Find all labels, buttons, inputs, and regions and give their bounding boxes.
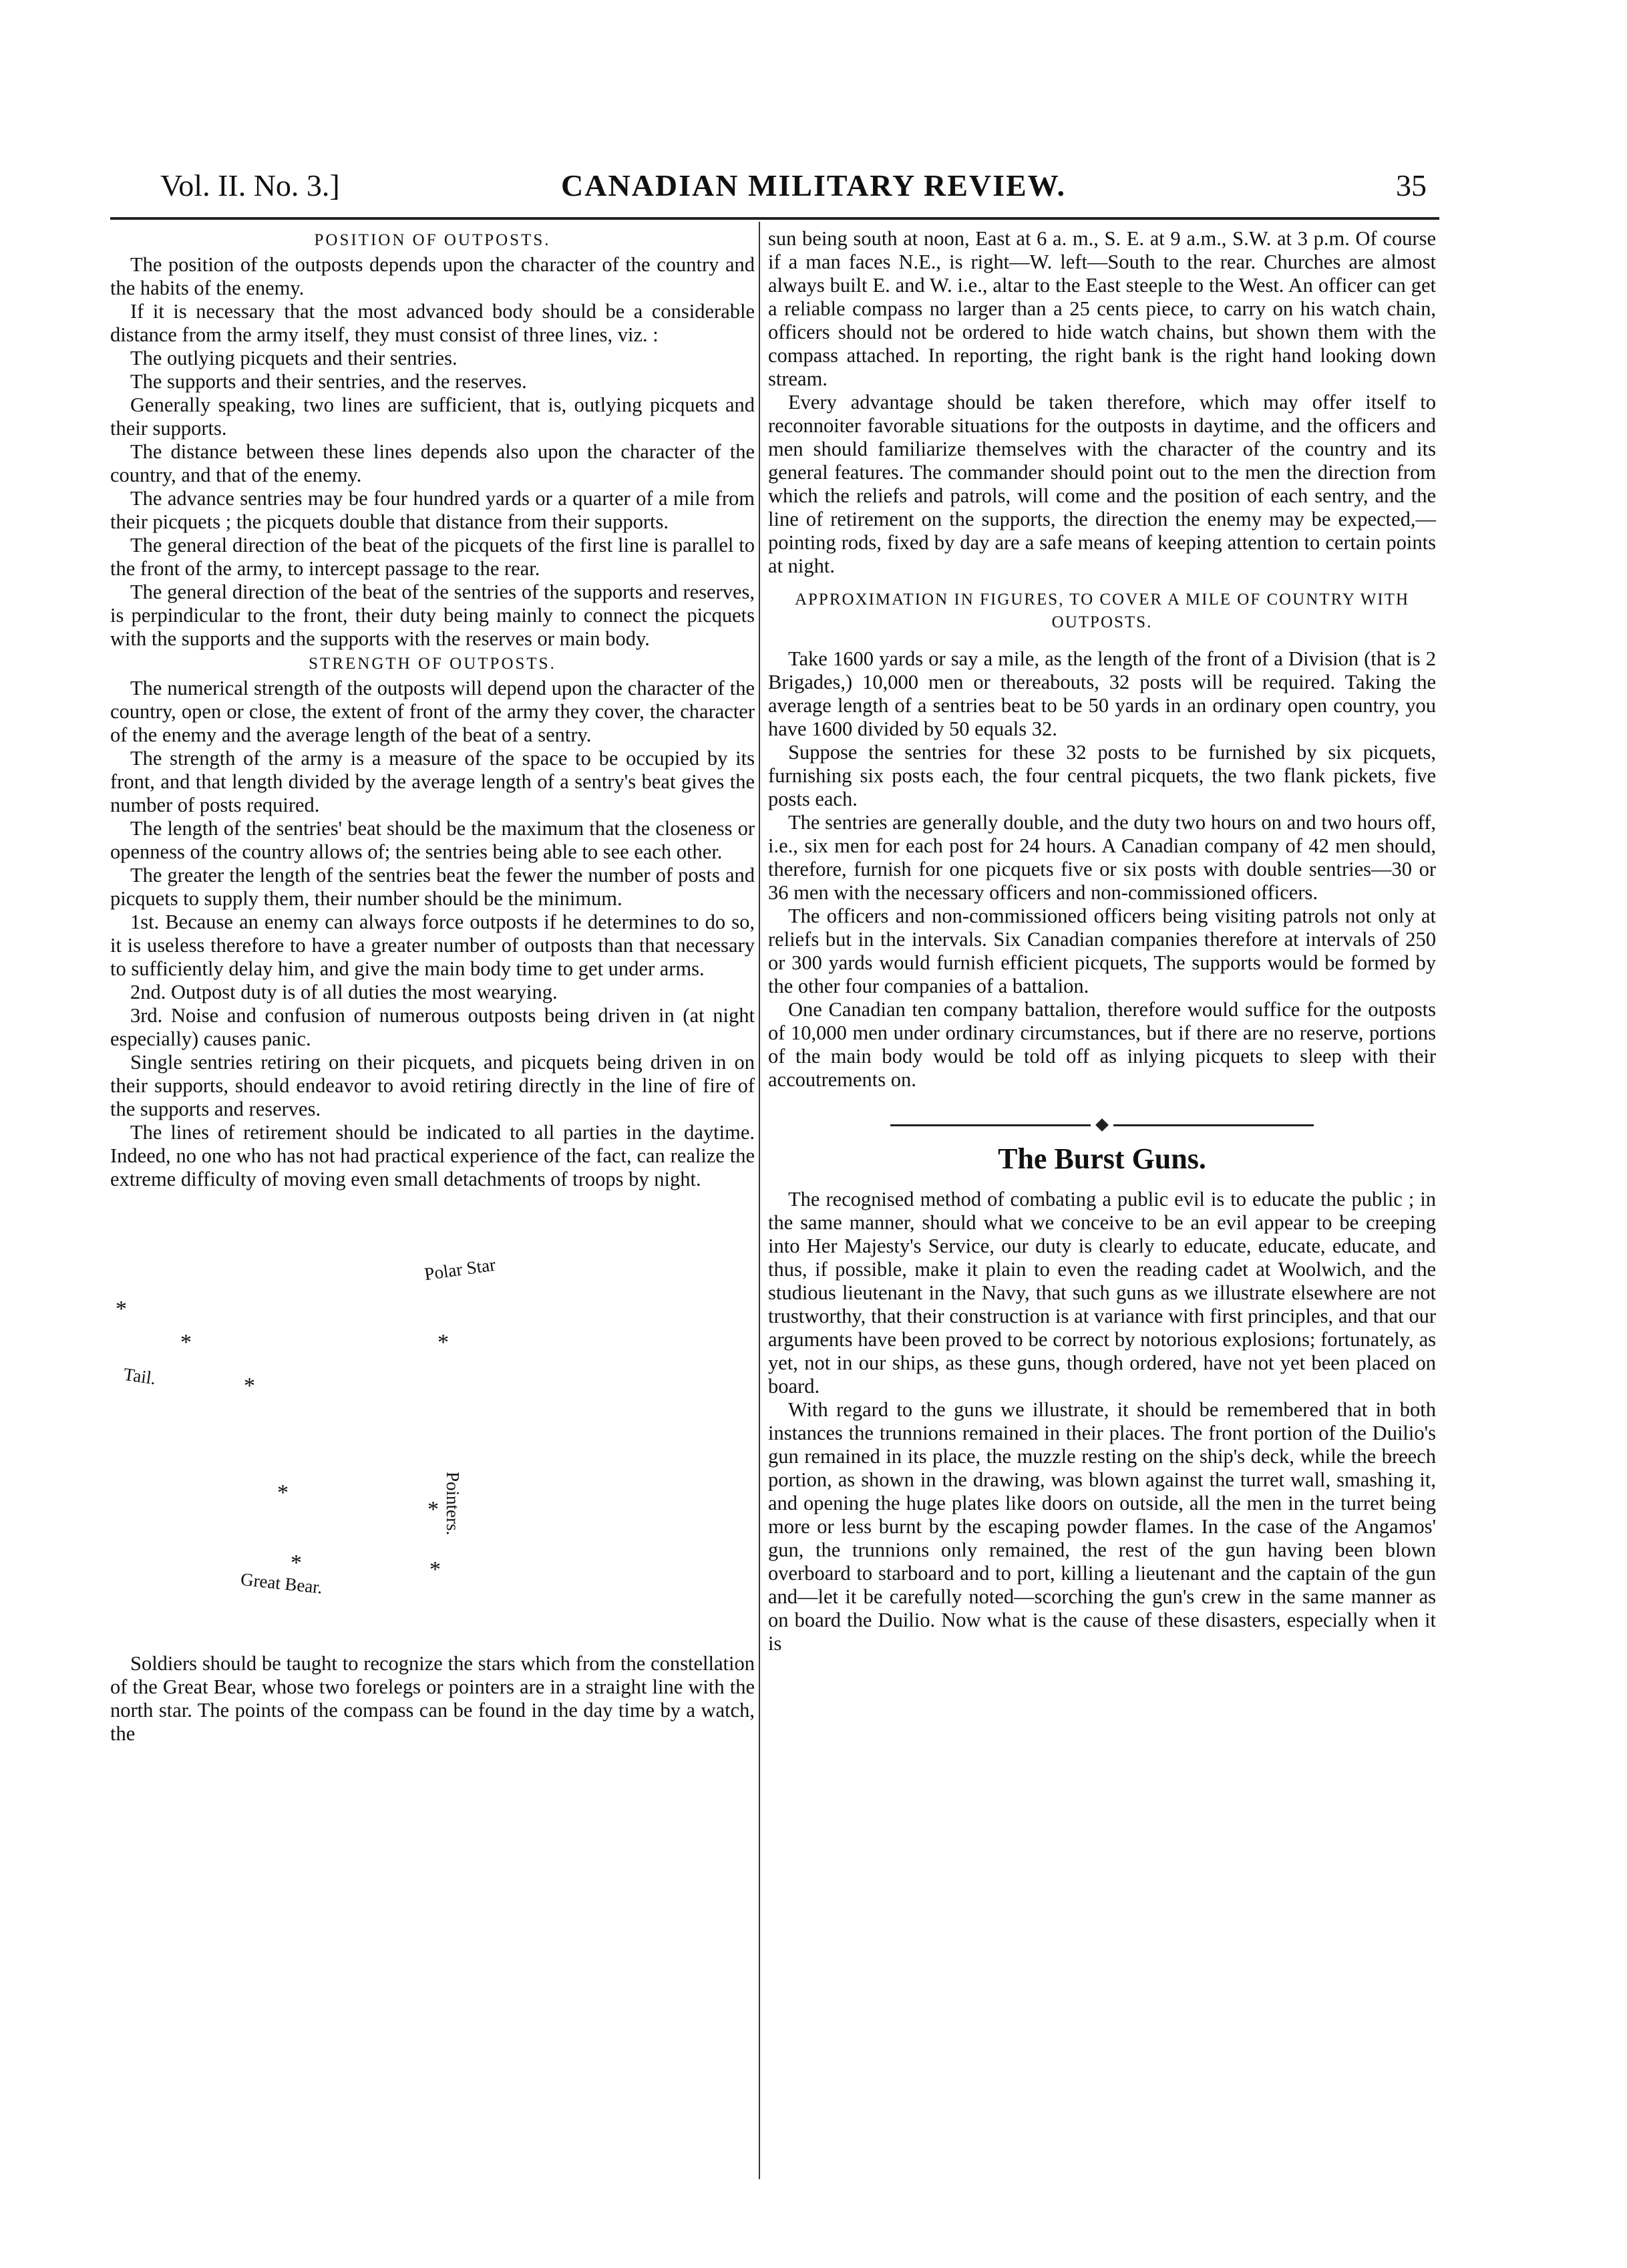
paragraph: Every advantage should be taken therefore, which may offer itself to reconnoiter favorable situations for the outposts in daytime, and the officers and men should familiarize themselves with the character of the country and its general features. The commander should point out to the men the direction from which the reliefs and patrols, will come and the position of each sentry, and the line of retirement on the supports, the direction the enemy may be expected,—pointing rods, fixed by day are a safe means of keeping attention to certain points at night.: [768, 391, 1436, 577]
star-icon: *: [277, 1480, 289, 1505]
paragraph: The outlying picquets and their sentries.: [130, 347, 458, 369]
paragraph: If it is necessary that the most advanced body should be a considerable distance from the army itself, they must consist of three lines, viz. :: [110, 300, 755, 346]
paragraph: The position of the outposts depends upon the character of the country and the habits of the enemy.: [110, 253, 755, 299]
paragraph: Suppose the sentries for these 32 posts to be furnished by six picquets, furnishing six posts each, the four central picquets, the two flank pickets, five posts each.: [768, 741, 1436, 810]
volume-number: Vol. II. No. 3.]: [160, 168, 340, 202]
polar-star-label: Polar Star: [423, 1254, 497, 1285]
star-icon: *: [116, 1297, 127, 1321]
article-title: The Burst Guns.: [998, 1142, 1206, 1175]
polar-star-icon: *: [437, 1330, 449, 1355]
paragraph: 3rd. Noise and confusion of numerous outposts being driven in (at night especially) causes panic.: [110, 1004, 755, 1050]
pointer-star-icon: *: [427, 1497, 439, 1522]
star-map-figure: [110, 1251, 755, 1625]
paragraph: Take 1600 yards or say a mile, as the length of the front of a Division (that is 2 Brigades,) 10,000 men or thereabouts, 32 posts will be required. Taking the average length of a sentries beat to be 50 yards in an ordinary open country, you have 1600 divided by 50 equals 32.: [768, 647, 1436, 740]
star-icon: *: [291, 1551, 302, 1575]
star-icon: *: [180, 1330, 192, 1355]
paragraph: Single sentries retiring on their picquets, and picquets being driven in on their supports, should endeavor to avoid retiring directly in the line of fire of the supports and reserves.: [110, 1051, 755, 1120]
paragraph: The numerical strength of the outposts will depend upon the character of the country, open or close, the extent of front of the army they cover, the character of the enemy and the average length of the beat of a sentry.: [110, 677, 755, 746]
right-column: [768, 227, 1436, 1655]
paragraph: Soldiers should be taught to recognize the stars which from the constellation of the Great Bear, whose two forelegs or pointers are in a straight line with the north star. The points of the compass can be found in the day time by a watch, the: [110, 1652, 755, 1745]
paragraph: The sentries are generally double, and the duty two hours on and two hours off, i.e., six men for each post for 24 hours. A Canadian company of 42 men should, therefore, furnish for one picquets five or six posts with double sentries—30 or 36 men with the necessary officers and non-commissioned officers.: [768, 811, 1436, 904]
section-heading-approximation: APPROXIMATION IN FIGURES, TO COVER A MILE OF COUNTRY WITH OUTPOSTS.: [794, 591, 1410, 631]
paragraph: The lines of retirement should be indicated to all parties in the daytime. Indeed, no one who has not had practical experience of the fact, can realize the extreme difficulty of moving even small detachments of troops by night.: [110, 1121, 755, 1190]
paragraph: The length of the sentries' beat should be the maximum that the closeness or openness of the country allows of; the sentries being able to see each other.: [110, 817, 755, 863]
left-column: [110, 227, 755, 1746]
paragraph: The greater the length of the sentries beat the fewer the number of posts and picquets to supply them, their number should be the minimum.: [110, 864, 755, 910]
paragraph: The officers and non-commissioned officers being visiting patrols not only at reliefs but in the intervals. Six Canadian companies therefore at intervals of 250 or 300 yards would furnish efficient picquets, The supports would be formed by the other four companies of a battalion.: [768, 905, 1436, 997]
paragraph: The advance sentries may be four hundred yards or a quarter of a mile from their picquets ; the picquets double that distance from their supports.: [110, 487, 755, 533]
page-number: 35: [1396, 168, 1427, 202]
paragraph: One Canadian ten company battalion, therefore would suffice for the outposts of 10,000 men under ordinary circumstances, but if there are no reserve, portions of the main body would be told off as inlying picquets to sleep with their accoutrements on.: [768, 998, 1436, 1091]
running-header: [0, 166, 1627, 206]
header-rule: [110, 217, 1439, 220]
paragraph: 1st. Because an enemy can always force outposts if he determines to do so, it is useless therefore to have a greater number of outposts than that necessary to sufficiently delay him, and give the main body time to get under arms.: [110, 911, 755, 980]
paragraph: With regard to the guns we illustrate, it should be remembered that in both instances the trunnions remained in their places. The front portion of the Duilio's gun remained in its place, the muzzle resting on the ship's deck, while the breech portion, as shown in the drawing, was blown against the turret wall, smashing it, and opening the huge plates like doors on outside, all the men in the turret being more or less burnt by the escaping powder flames. In the case of the Angamos' gun, the trunnions only remained, the rest of the gun having been blown overboard to starboard and to port, killing a lieutenant and the captain of the gun and—let it be carefully noted—scorching the gun's crew in the same manner as on board the Duilio. Now what is the cause of these disasters, especially when it is: [768, 1398, 1436, 1655]
section-heading-position: POSITION OF OUTPOSTS.: [314, 231, 551, 249]
paragraph: The strength of the army is a measure of the space to be occupied by its front, and that length divided by the average length of a sentry's beat gives the number of posts required.: [110, 747, 755, 816]
paragraph: The supports and their sentries, and the reserves.: [130, 370, 527, 393]
paragraph: The distance between these lines depends also upon the character of the country, and that of the enemy.: [110, 440, 755, 486]
pointer-star-icon: *: [429, 1557, 441, 1582]
paragraph: The recognised method of combating a public evil is to educate the public ; in the same manner, should what we conceive to be an evil appear to be creeping into Her Majesty's Service, our duty is clearly to educate, educate, educate, and thus, if possible, make it plain to even the reading cadet at Woolwich, and the studious lieutenant in the Navy, that such guns as we illustrate elsewhere are not trustworthy, that their construction is at variance with first principles, and that our arguments have been proved to be correct by notorious explosions; fortunately, as yet, not in our ships, as these guns, though ordered, have not yet been placed on board.: [768, 1188, 1436, 1398]
ornament-divider: [768, 1112, 1436, 1135]
section-heading-strength: STRENGTH OF OUTPOSTS.: [309, 655, 556, 673]
tail-label: Tail.: [122, 1363, 158, 1389]
paragraph: 2nd. Outpost duty is of all duties the most wearying.: [130, 981, 558, 1003]
pointers-label: Pointers.: [443, 1472, 463, 1536]
journal-title: CANADIAN MILITARY REVIEW.: [561, 168, 1066, 202]
column-divider: [759, 222, 760, 2179]
great-bear-label: Great Bear.: [239, 1569, 324, 1598]
star-icon: *: [244, 1373, 255, 1398]
paragraph: sun being south at noon, East at 6 a. m., S. E. at 9 a.m., S.W. at 3 p.m. Of course if a man faces N.E., is right—W. left—South to the rear. Churches are almost always built E. and W. i.e., altar to the East steeple to the West. An officer can get a reliable compass no larger than a 25 cents piece, to carry on his watch chain, officers should not be ordered to hide watch chains, but shown them with the compass attached. In reporting, the right bank is the right hand looking down stream.: [768, 227, 1436, 390]
paragraph: The general direction of the beat of the picquets of the first line is parallel to the front of the army, to intercept passage to the rear.: [110, 534, 755, 580]
paragraph: Generally speaking, two lines are sufficient, that is, outlying picquets and their supports.: [110, 393, 755, 440]
paragraph: The general direction of the beat of the sentries of the supports and reserves, is perpindicular to the front, their duty being mainly to connect the picquets with the supports and the supports with the reserves or main body.: [110, 581, 755, 650]
